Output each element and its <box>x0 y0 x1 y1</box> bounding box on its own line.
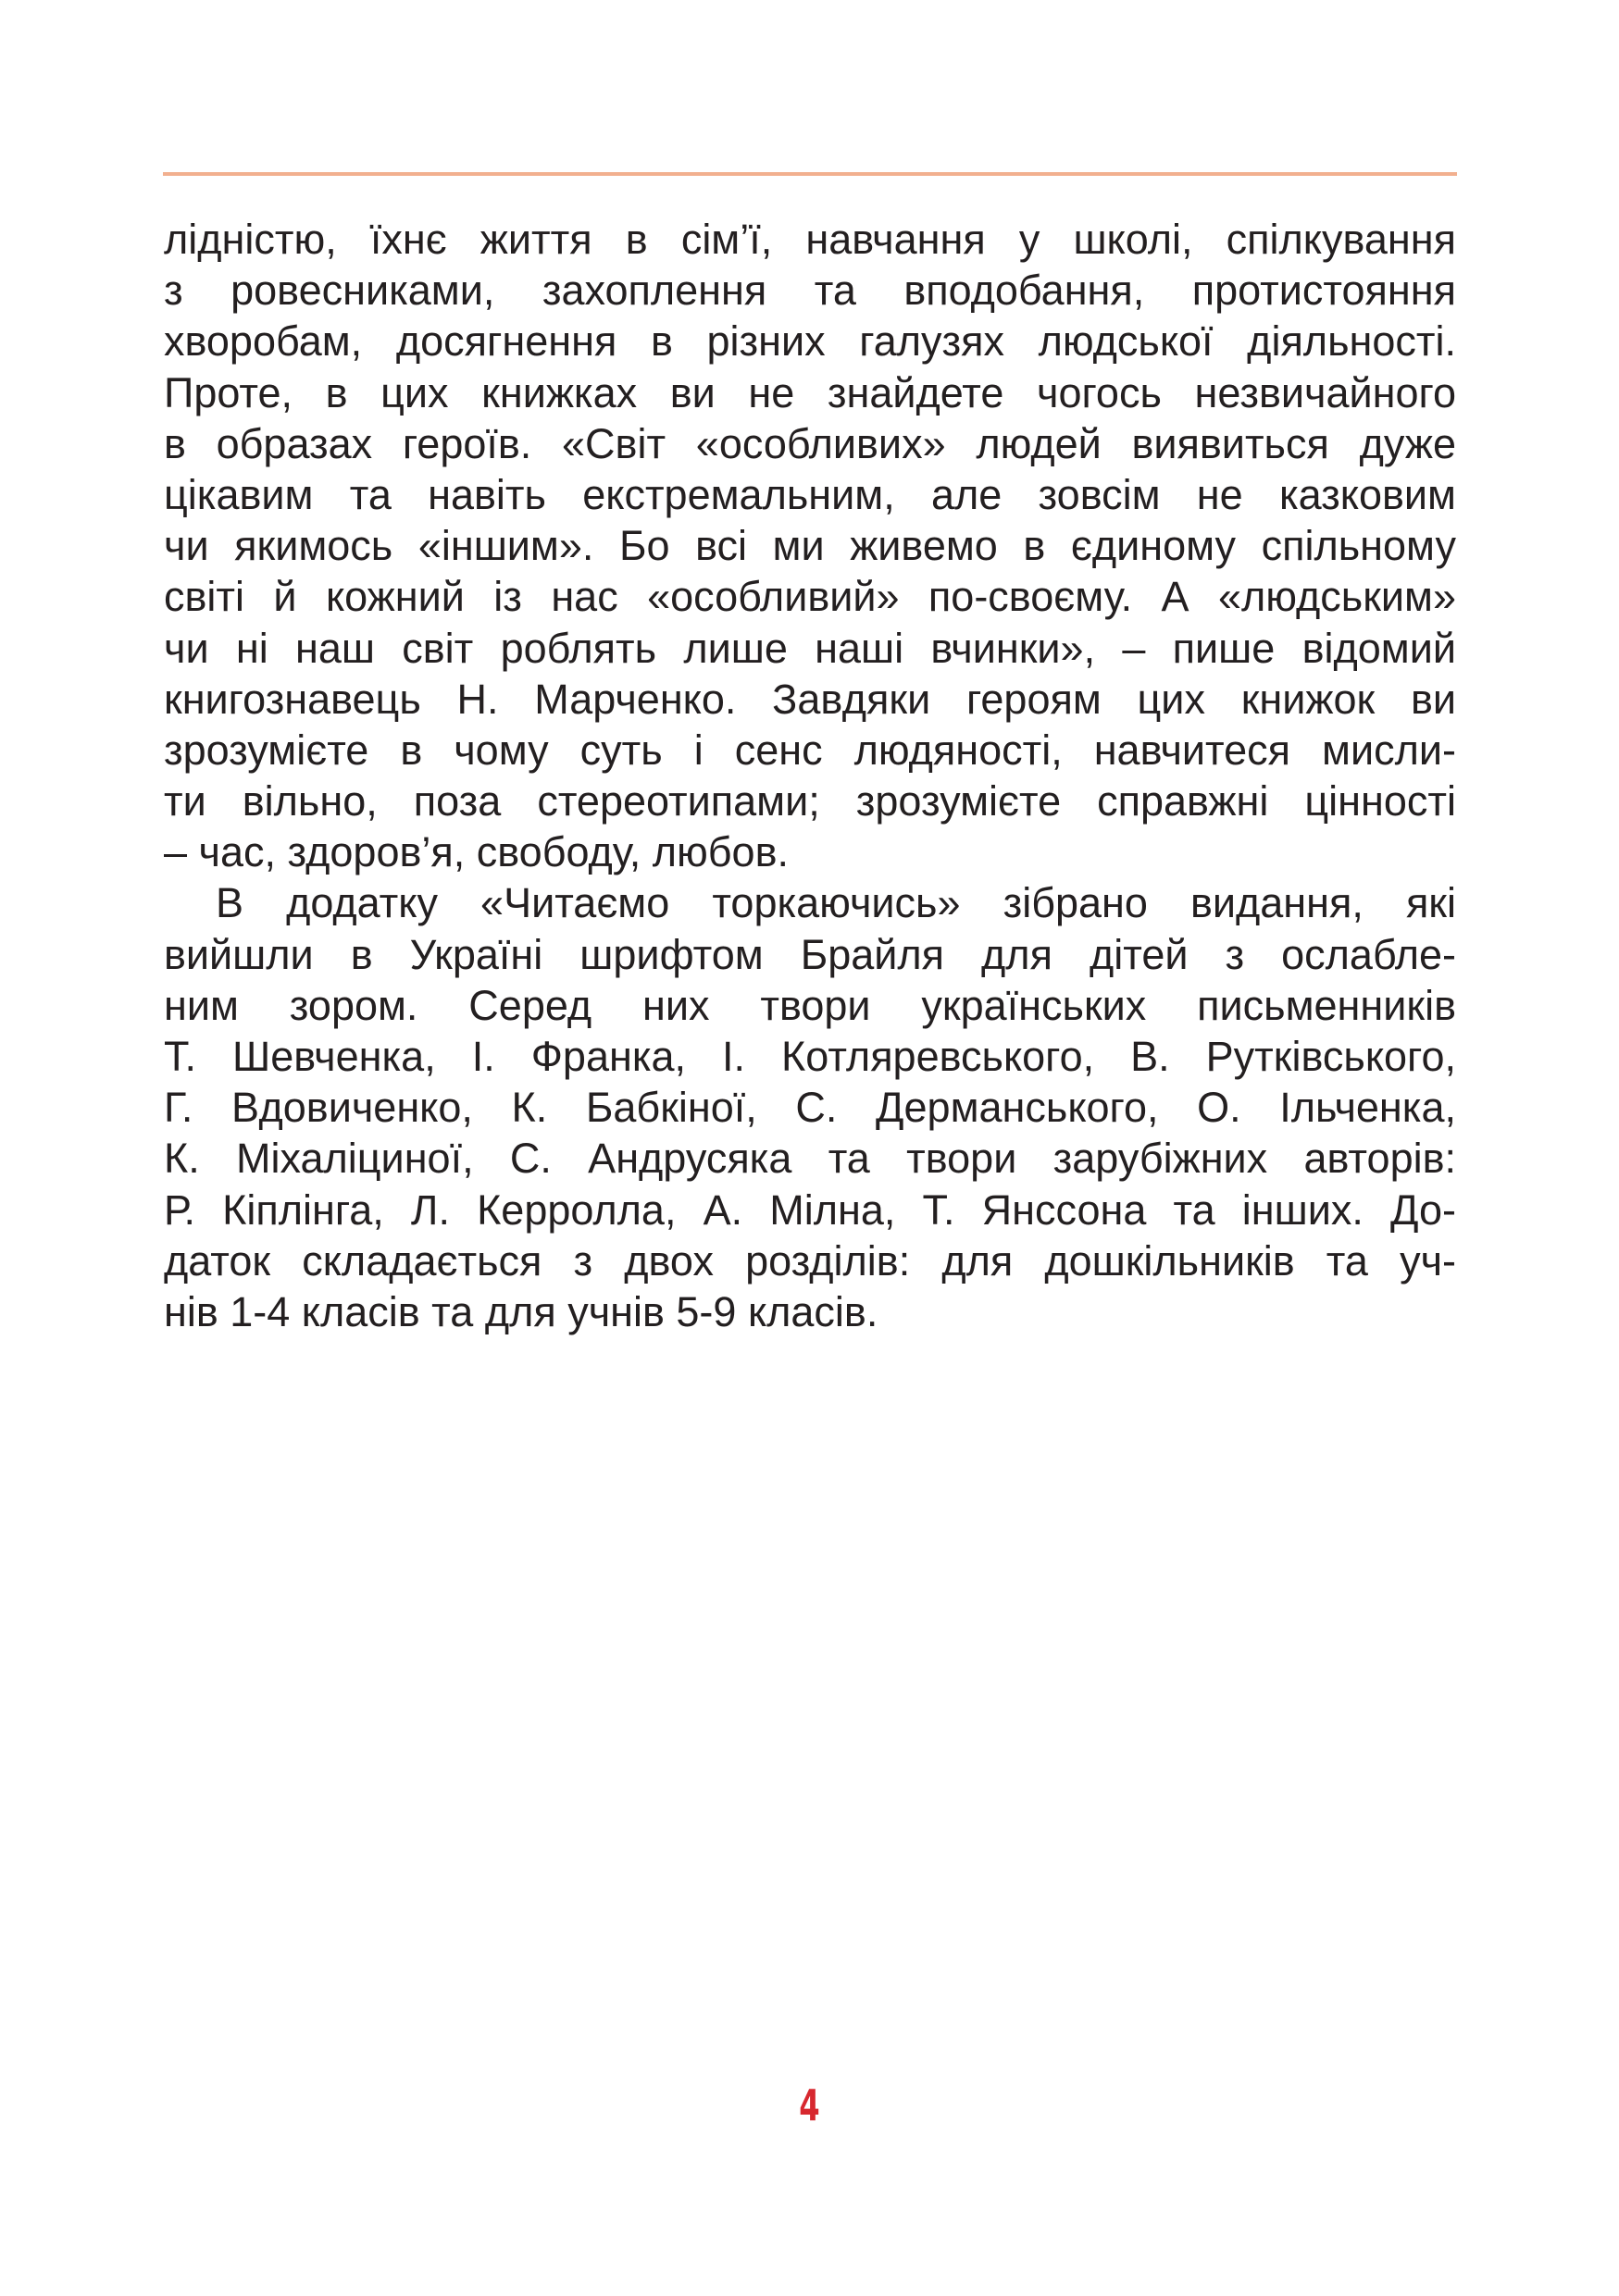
text-line: зрозумієте в чому суть і сенс людяності, навчитеся мисли- <box>164 726 1456 774</box>
paragraph-1 <box>164 214 1456 877</box>
text-line: – час, здоров’я, свободу, любов. <box>164 828 789 876</box>
text-line: хворобам, досягнення в різних галузях людської діяльності. <box>164 317 1456 366</box>
text-line: ним зором. Серед них твори українських письменників <box>164 981 1456 1029</box>
body-text <box>164 214 1456 1337</box>
text-line: в образах героїв. «Світ «особливих» людей виявиться дуже <box>164 419 1456 467</box>
text-line: Проте, в цих книжках ви не знайдете чогось незвичайного <box>164 368 1456 416</box>
text-line: ти вільно, поза стереотипами; зрозумієте справжні цінності <box>164 777 1456 825</box>
text-line: К. Міхаліциної, С. Андрусяка та твори зарубіжних авторів: <box>164 1135 1456 1183</box>
text-line: Г. Вдовиченко, К. Бабкіної, С. Дерманського, О. Ільченка, <box>164 1084 1456 1132</box>
text-line: книгознавець Н. Марченко. Завдяки героям цих книжок ви <box>164 675 1456 723</box>
text-line: вийшли в Україні шрифтом Брайля для дітей з ослабле- <box>164 930 1456 978</box>
page-number: 4 <box>799 2080 820 2130</box>
text-line: чи якимось «іншим». Бо всі ми живемо в єдиному спільному <box>164 522 1456 570</box>
text-line: В додатку «Читаємо торкаючись» зібрано видання, які <box>216 879 1456 927</box>
text-line: чи ні наш світ роблять лише наші вчинки», – пише відомий <box>164 624 1456 672</box>
text-line: лідністю, їхнє життя в сім’ї, навчання у школі, спілкування <box>164 216 1456 263</box>
text-line: цікавим та навіть екстремальним, але зовсім не казковим <box>164 470 1456 518</box>
text-line: з ровесниками, захоплення та вподобання, протистояння <box>164 267 1456 315</box>
text-line: нів 1-4 класів та для учнів 5-9 класів. <box>164 1287 878 1335</box>
text-line: Т. Шевченка, І. Франка, І. Котляревського, В. Рутківського, <box>164 1033 1456 1080</box>
text-line: світі й кожний із нас «особливий» по-своєму. А «людським» <box>164 573 1456 621</box>
header-rule <box>163 172 1457 176</box>
text-line: Р. Кіплінга, Л. Керролла, А. Мілна, Т. Янссона та інших. До- <box>164 1185 1456 1234</box>
paragraph-2 <box>164 877 1456 1337</box>
text-line: даток складається з двох розділів: для дошкільників та уч- <box>164 1236 1456 1285</box>
